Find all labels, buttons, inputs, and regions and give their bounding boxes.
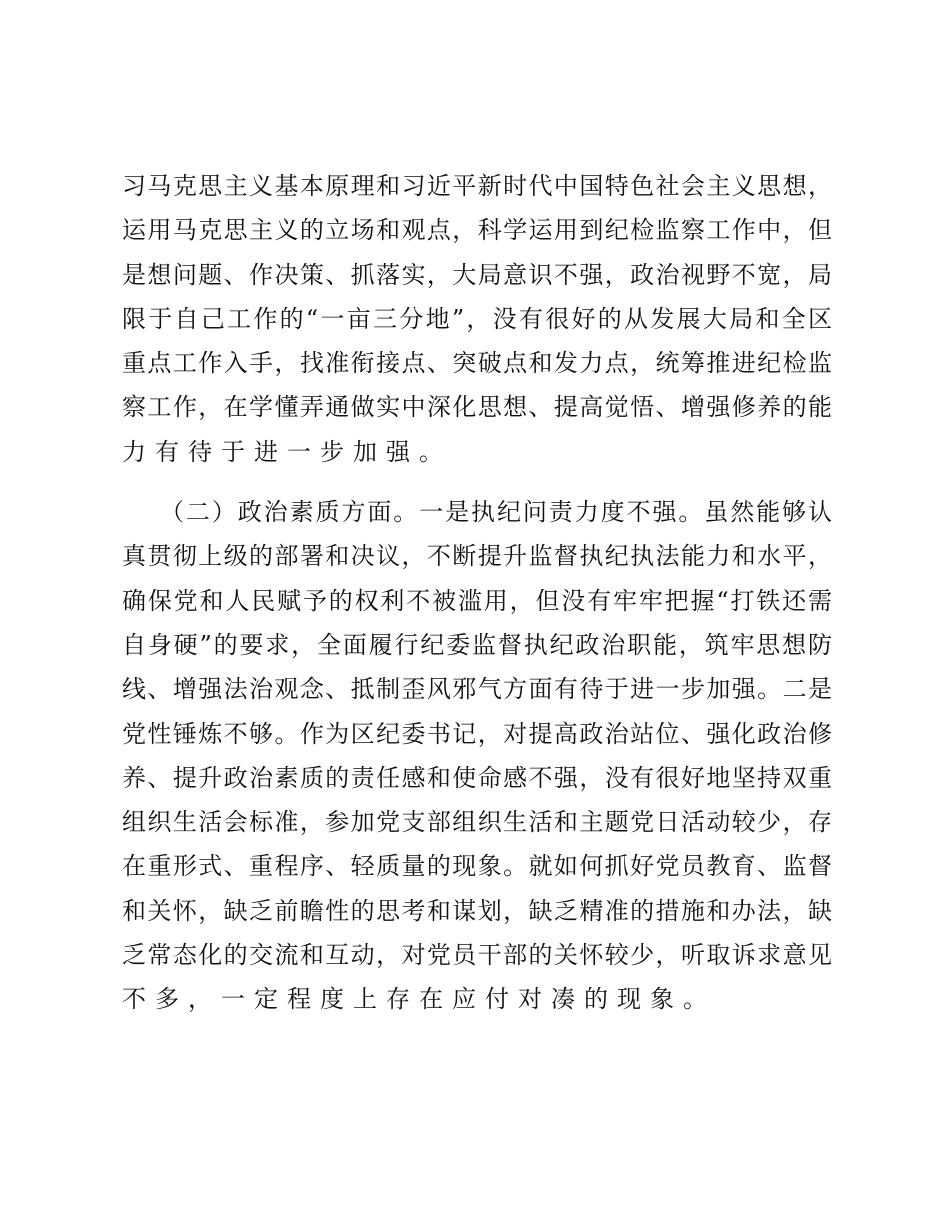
text-line: 养、提升政治素质的责任感和使命感不强，没有很好地坚持双重 [122,763,832,792]
text-line: 党性锤炼不够。作为区纪委书记，对提高政治站位、强化政治修 [122,719,832,748]
text-line: 是想问题、作决策、抓落实，大局意识不强，政治视野不宽，局 [122,260,832,289]
text-line: 组织生活会标准，参加党支部组织生活和主题党日活动较少，存 [122,808,832,837]
text-line: 运用马克思主义的立场和观点，科学运用到纪检监察工作中，但 [122,216,832,245]
text-line: 察工作，在学懂弄通做实中深化思想、提高觉悟、增强修养的能 [122,393,832,422]
text-line: 真贯彻上级的部署和决议，不断提升监督执纪执法能力和水平， [122,542,832,571]
text-line: 习马克思主义基本原理和习近平新时代中国特色社会主义思想， [122,172,832,200]
document-page [122,164,832,1038]
text-line: 确保党和人民赋予的权利不被滥用，但没有牢牢把握“打铁还需 [122,586,832,615]
text-line: 和关怀，缺乏前瞻性的思考和谋划，缺乏精准的措施和办法，缺 [122,896,832,925]
text-line: 自身硬”的要求，全面履行纪委监督执纪政治职能，筑牢思想防 [122,630,832,659]
text-line: 不多，一定程度上存在应付对凑的现象。 [122,985,716,1014]
text-line: 乏常态化的交流和互动，对党员干部的关怀较少，听取诉求意见 [122,941,832,970]
text-line: 线、增强法治观念、抵制歪风邪气方面有待于进一步加强。二是 [122,675,832,704]
text-line: 重点工作入手，找准衔接点、突破点和发力点，统筹推进纪检监 [122,349,832,378]
paragraph-2-political-quality [122,490,832,1022]
paragraph-1 [122,164,832,474]
text-line: 力有待于进一步加强。 [122,437,452,466]
text-line: 在重形式、重程序、轻质量的现象。就如何抓好党员教育、监督 [122,852,832,881]
text-line: 限于自己工作的“一亩三分地”，没有很好的从发展大局和全区 [122,304,832,333]
text-line-heading: （二）政治素质方面。一是执纪问责力度不强。虽然能够认 [160,498,832,527]
